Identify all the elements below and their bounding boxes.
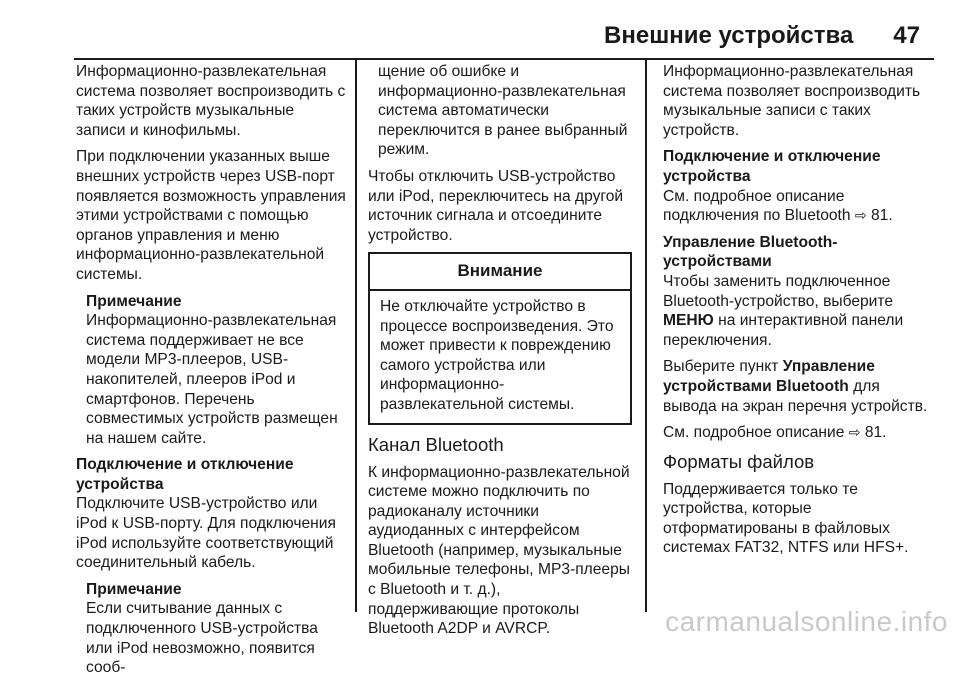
bt-select-paragraph <box>663 357 935 416</box>
column-2 <box>368 62 632 646</box>
intro-paragraph: Информационно-развлекательная система позволяет воспроизводить с таких устройств музыкальные записи и кинофильмы. <box>76 63 346 139</box>
page-reference-arrow-icon: ⇨ <box>848 424 861 441</box>
note-2-continued <box>368 62 632 160</box>
bt-manage-text-a: Чтобы заменить подключенное Bluetooth-устройство, выберите <box>663 272 894 310</box>
disconnect-paragraph: Чтобы отключить USB-устройство или iPod, переключитесь на другой источник сигнала и отсоедините устройство. <box>368 167 624 244</box>
page-number: 47 <box>893 22 920 49</box>
usb-paragraph: При подключении указанных выше внешних устройств через USB-порт появляется возможность управления этими устройствами с помощью органов управления и меню информационно-развлекательной системы. <box>76 148 346 283</box>
column-3 <box>663 62 935 565</box>
column-divider-2 <box>645 60 647 612</box>
note-1-heading: Примечание <box>86 292 182 310</box>
menu-term: МЕНЮ <box>663 312 714 330</box>
page-header <box>604 22 920 50</box>
bt-intro-paragraph: Информационно-развлекательная система позволяет воспроизводить музыкальные записи с таких устройств. <box>663 63 921 139</box>
bt-manage-paragraph <box>663 272 935 350</box>
formats-paragraph: Поддерживается только те устройства, которые отформатированы в файловых системах FAT32, NTFS или HFS+. <box>663 480 909 557</box>
header-rule <box>74 58 934 60</box>
column-1 <box>76 62 346 685</box>
bt-connect-page-ref: 81. <box>870 207 893 225</box>
bluetooth-heading: Канал Bluetooth <box>368 433 504 455</box>
bt-see-text: См. подробное описание <box>663 424 845 442</box>
bluetooth-paragraph: К информационно-развлекательной системе можно подключить по радиоканалу источники аудиоданных с интерфейсом Bluetooth (например, музыкальные мобильные телефоны, МР3-плееры с Bluetooth и т. д.), поддерживающие протоколы Bluetooth A2DP и AVRCP. <box>368 463 630 638</box>
formats-heading: Форматы файлов <box>663 450 815 472</box>
note-1 <box>76 292 346 449</box>
note-1-body: Информационно-развлекательная система поддерживает не все модели МР3-плееров, USB-накопителей, плееров iPod и смартфонов. Перечень совместимых устройств размещен на нашем сайте. <box>86 312 338 447</box>
bt-select-text-b: для вывода на экран перечня устройств. <box>663 377 928 415</box>
bt-connect-text: См. подробное описание подключения по Bluetooth <box>663 187 851 225</box>
connect-paragraph: Подключите USB-устройство или iPod к USB-порту. Для подключения iPod используйте соответствующий соединительный кабель. <box>76 495 336 572</box>
bt-select-text-a: Выберите пункт <box>663 358 779 376</box>
note-2-continued-body: щение об ошибке и информационно-развлекательная система автоматически переключится в ранее выбранный режим. <box>378 63 628 159</box>
bt-see-paragraph <box>663 423 935 443</box>
note-2-heading: Примечание <box>86 580 182 598</box>
warning-title: Внимание <box>370 254 630 291</box>
bt-connect-heading: Подключение и отключение устройства <box>663 148 881 185</box>
watermark: carmanualsonline.info <box>665 606 948 637</box>
column-divider-1 <box>355 60 357 612</box>
bt-connect-paragraph <box>663 187 935 226</box>
connect-heading: Подключение и отключение устройства <box>76 456 294 493</box>
manage-devices-term: Управление устройствами Bluetooth <box>663 358 875 395</box>
section-title: Внешние устройства <box>604 22 854 49</box>
bt-manage-heading: Управление Bluetooth-устройствами <box>663 233 838 271</box>
bt-manage-text-b: на интерактивной панели переключения. <box>663 312 904 349</box>
note-2-body: Если считывание данных с подключенного USB-устройства или iPod невозможно, появится сооб- <box>86 600 318 677</box>
warning-box <box>368 252 632 424</box>
warning-body: Не отключайте устройство в процессе воспроизведения. Это может привести к повреждению самого устройства или информационно-развлекательной системы. <box>380 297 614 413</box>
note-2 <box>76 580 346 678</box>
page-reference-arrow-icon: ⇨ <box>854 207 867 224</box>
bt-see-page-ref: 81. <box>864 424 887 442</box>
